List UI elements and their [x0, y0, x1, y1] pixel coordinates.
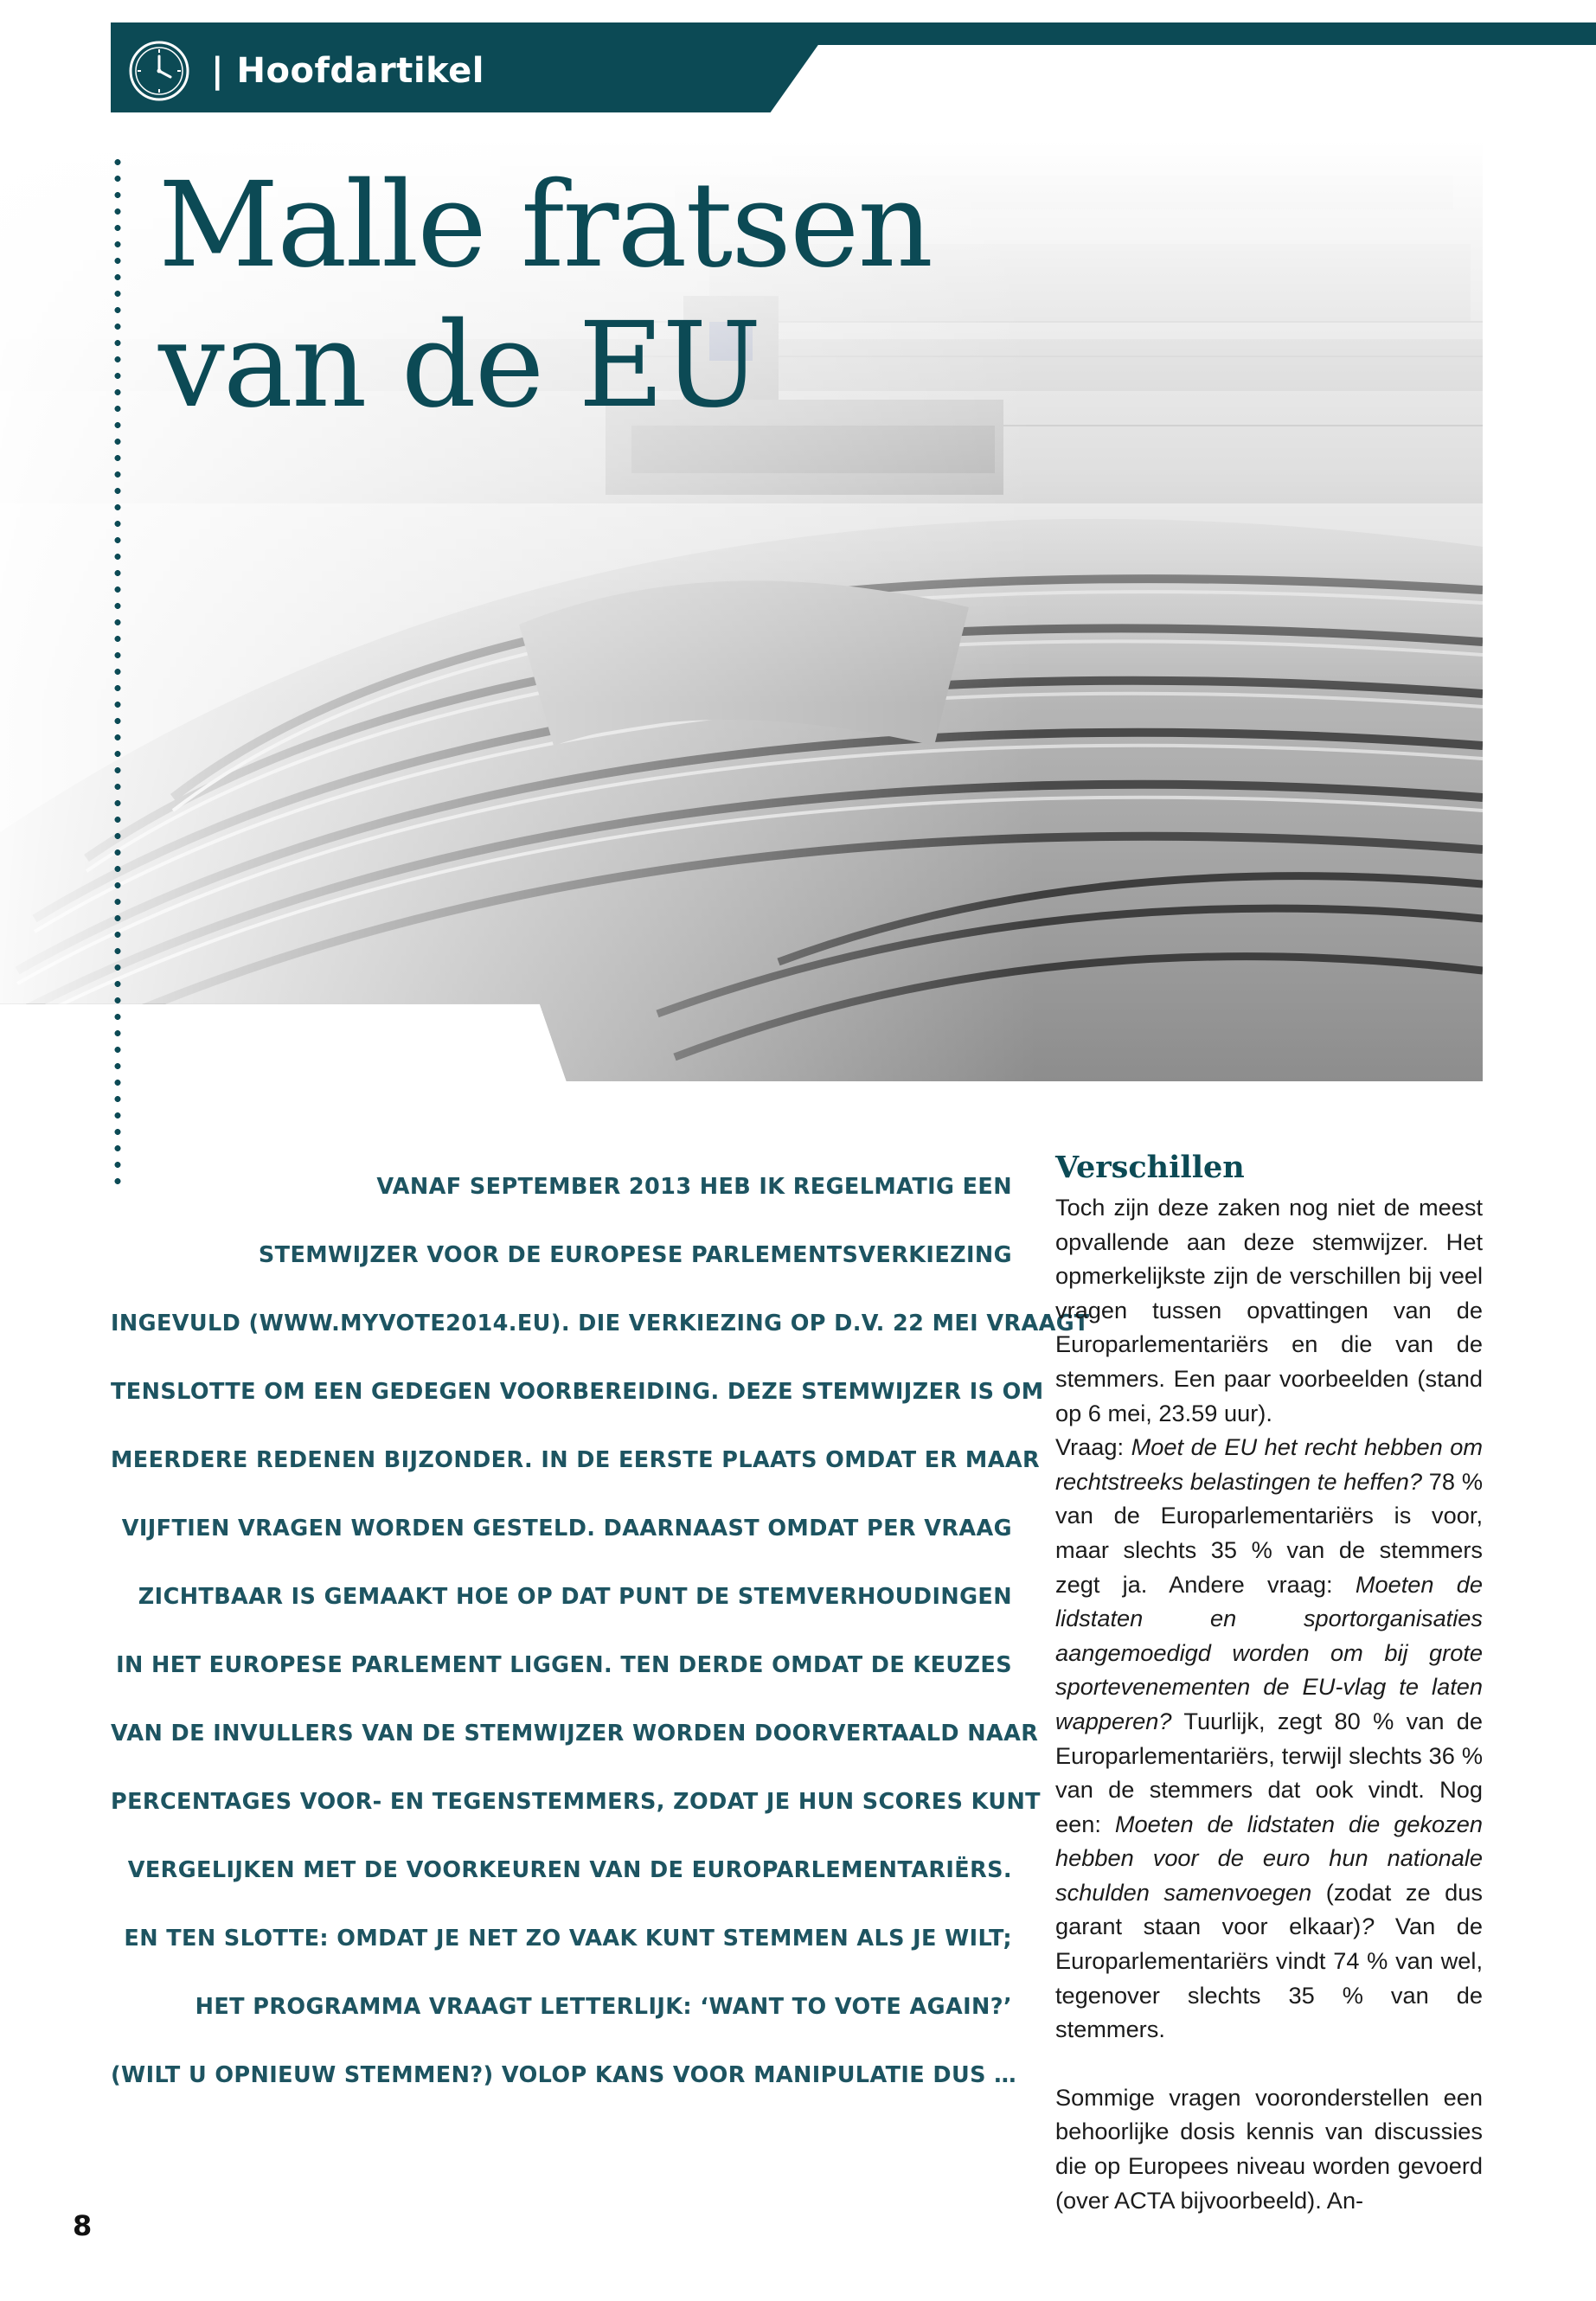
page-number: 8 — [73, 2209, 93, 2242]
intro-line: STEMWIJZER VOOR DE EUROPESE PARLEMENTSVERKIEZING — [258, 1242, 1012, 1268]
intro-line: EN TEN SLOTTE: OMDAT JE NET ZO VAAK KUNT STEMMEN ALS JE WILT; — [124, 1926, 1012, 1952]
intro-line: VERGELIJKEN MET DE VOORKEUREN VAN DE EUROPARLEMENTARIËRS. — [127, 1857, 1012, 1883]
dotted-rule — [113, 154, 122, 1185]
title-line-2: van de EU — [158, 298, 760, 434]
intro-text — [111, 1153, 1090, 2110]
section-label: | Hoofdartikel — [211, 51, 484, 91]
intro-line: PERCENTAGES VOOR- EN TEGENSTEMMERS, ZODAT JE HUN SCORES KUNT — [111, 1789, 1041, 1815]
intro-line: MEERDERE REDENEN BIJZONDER. IN DE EERSTE PLAATS OMDAT ER MAAR — [111, 1447, 1040, 1473]
article-title — [158, 156, 932, 436]
intro-line: VAN DE INVULLERS VAN DE STEMWIJZER WORDEN DOORVERTAALD NAAR — [111, 1721, 1039, 1747]
intro-line: INGEVULD (WWW.MYVOTE2014.EU). DIE VERKIEZING OP D.V. 22 MEI VRAAGT — [111, 1311, 1090, 1336]
clock-icon — [127, 39, 191, 103]
body-column — [1055, 1149, 1483, 2217]
body-paragraph-2: Vraag: Moet de EU het recht hebben om rechtstreeks belastingen te heffen? 78 % van de Europarlementariërs is voor, maar slechts 35 % van de stemmers zegt ja. Andere vraag: Moeten de lidstaten en sportorganisaties aangemoedigd worden om bij grote sportevenementen de EU-vlag te laten wapperen? Tuurlijk, zegt 80 % van de Europarlementariërs, terwijl slechts 36 % van de stemmers dat ook vindt. Nog een: Moeten de lidstaten die gekozen hebben voor de euro hun nationale schulden samenvoegen (zodat ze dus garant staan voor elkaar)? Van de Europarlementariërs vindt 74 % van wel, tegenover slechts 35 % van de stemmers. — [1055, 1433, 1484, 2043]
intro-line: VIJFTIEN VRAGEN WORDEN GESTELD. DAARNAAST OMDAT PER VRAAG — [121, 1516, 1012, 1541]
intro-line: TENSLOTTE OM EEN GEDEGEN VOORBEREIDING. DEZE STEMWIJZER IS OM — [111, 1379, 1044, 1405]
section-heading: Verschillen — [1055, 1150, 1245, 1185]
intro-line: IN HET EUROPESE PARLEMENT LIGGEN. TEN DERDE OMDAT DE KEUZES — [116, 1652, 1012, 1678]
intro-line: VANAF SEPTEMBER 2013 HEB IK REGELMATIG EEN — [376, 1174, 1012, 1200]
body-paragraph-1: Toch zijn deze zaken nog niet de meest opvallende aan deze stemwijzer. Het opmerkelijkste zijn de verschillen bij veel vragen tussen opvattingen van de Europarlementariërs en die van de stemmers. Een paar voorbeelden (stand op 6 mei, 23.59 uur). — [1055, 1194, 1483, 1426]
intro-line: ZICHTBAAR IS GEMAAKT HOE OP DAT PUNT DE STEMVERHOUDINGEN — [138, 1584, 1012, 1610]
intro-line: (WILT U OPNIEUW STEMMEN?) VOLOP KANS VOOR MANIPULATIE DUS … — [111, 2062, 1017, 2088]
title-line-1: Malle fratsen — [158, 157, 932, 294]
intro-line: HET PROGRAMMA VRAAGT LETTERLIJK: ‘WANT TO VOTE AGAIN?’ — [195, 1994, 1012, 2020]
body-paragraph-3: Sommige vragen vooronderstellen een behoorlijke dosis kennis van discussies die op Europees niveau worden gevoerd (over ACTA bijvoorbeeld). An- — [1055, 2083, 1483, 2214]
header-rule — [779, 22, 1596, 45]
